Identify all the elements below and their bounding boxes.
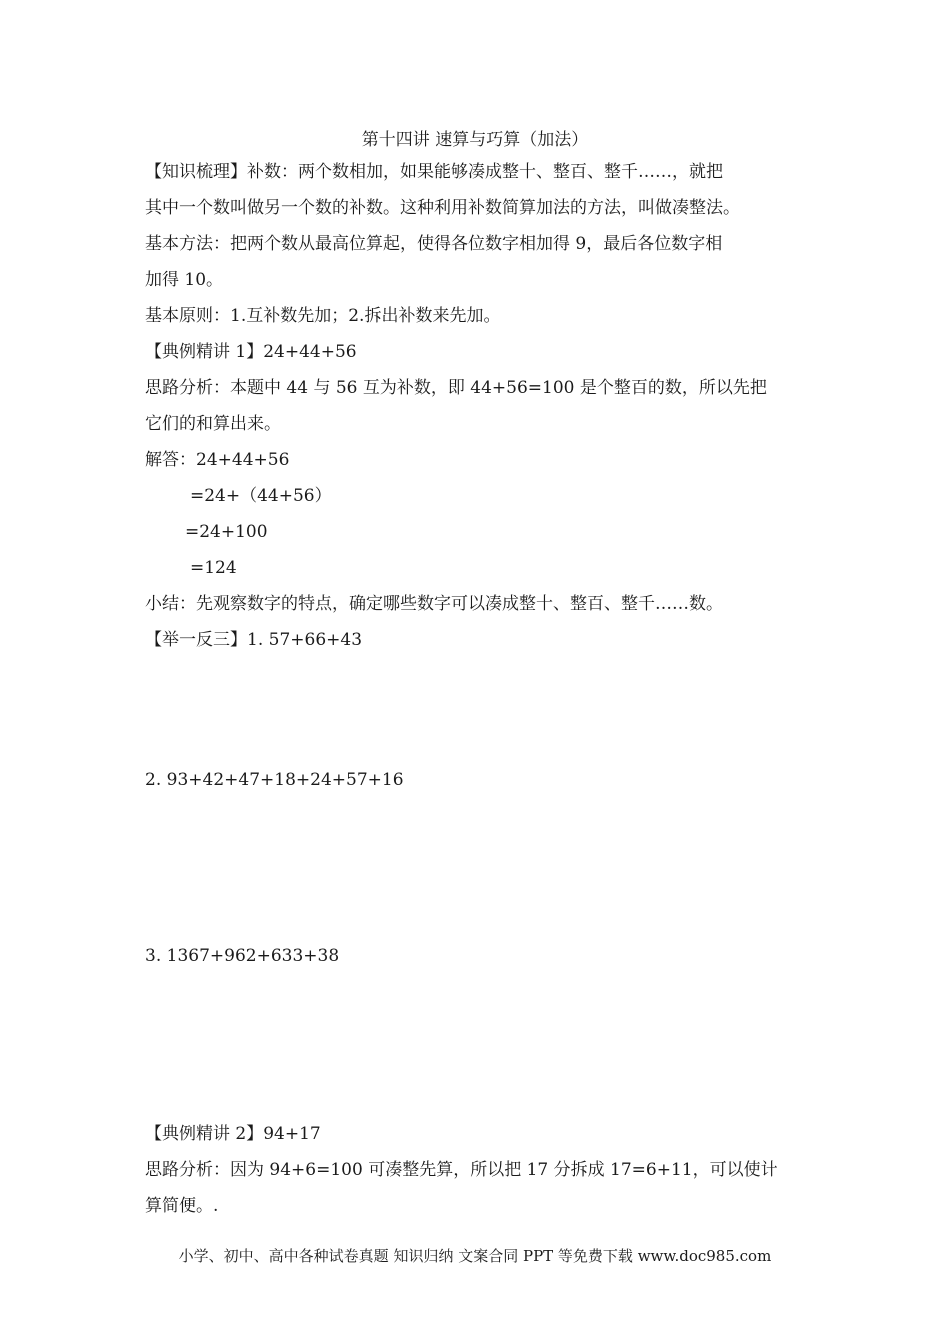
answer-line-1: 解答：24+44+56 — [145, 450, 290, 470]
example-1-heading: 【典例精讲 1】24+44+56 — [145, 342, 357, 362]
method-line-2: 加得 10。 — [145, 270, 224, 290]
answer-line-2: =24+（44+56） — [190, 486, 332, 506]
answer-line-3: =24+100 — [185, 522, 268, 542]
answer-line-4: =124 — [190, 558, 237, 578]
analysis-line-1: 思路分析：本题中 44 与 56 互为补数，即 44+56=100 是个整百的数，所以先把 — [145, 378, 767, 398]
knowledge-line-2: 其中一个数叫做另一个数的补数。这种利用补数简算加法的方法，叫做凑整法。 — [145, 198, 740, 218]
practice-2: 2. 93+42+47+18+24+57+16 — [145, 770, 404, 790]
page-title: 第十四讲 速算与巧算（加法） — [361, 130, 589, 150]
principle-line: 基本原则：1.互补数先加；2.拆出补数来先加。 — [145, 306, 501, 326]
summary-line: 小结：先观察数字的特点，确定哪些数字可以凑成整十、整百、整千……数。 — [145, 594, 723, 614]
example-2-analysis-1: 思路分析：因为 94+6=100 可凑整先算，所以把 17 分拆成 17=6+11，可以使计 — [145, 1160, 778, 1180]
analysis-line-2: 它们的和算出来。 — [145, 414, 281, 434]
practice-3: 3. 1367+962+633+38 — [145, 946, 340, 966]
method-line-1: 基本方法：把两个数从最高位算起，使得各位数字相加得 9，最后各位数字相 — [145, 234, 723, 254]
knowledge-line-1: 【知识梳理】补数：两个数相加，如果能够凑成整十、整百、整千……，就把 — [145, 162, 723, 182]
example-2-analysis-2: 算简便。. — [145, 1196, 219, 1216]
practice-1: 【举一反三】1. 57+66+43 — [145, 630, 363, 650]
example-2-heading: 【典例精讲 2】94+17 — [145, 1124, 321, 1144]
footer-text: 小学、初中、高中各种试卷真题 知识归纳 文案合同 PPT 等免费下载 www.doc985.com — [178, 1247, 772, 1265]
